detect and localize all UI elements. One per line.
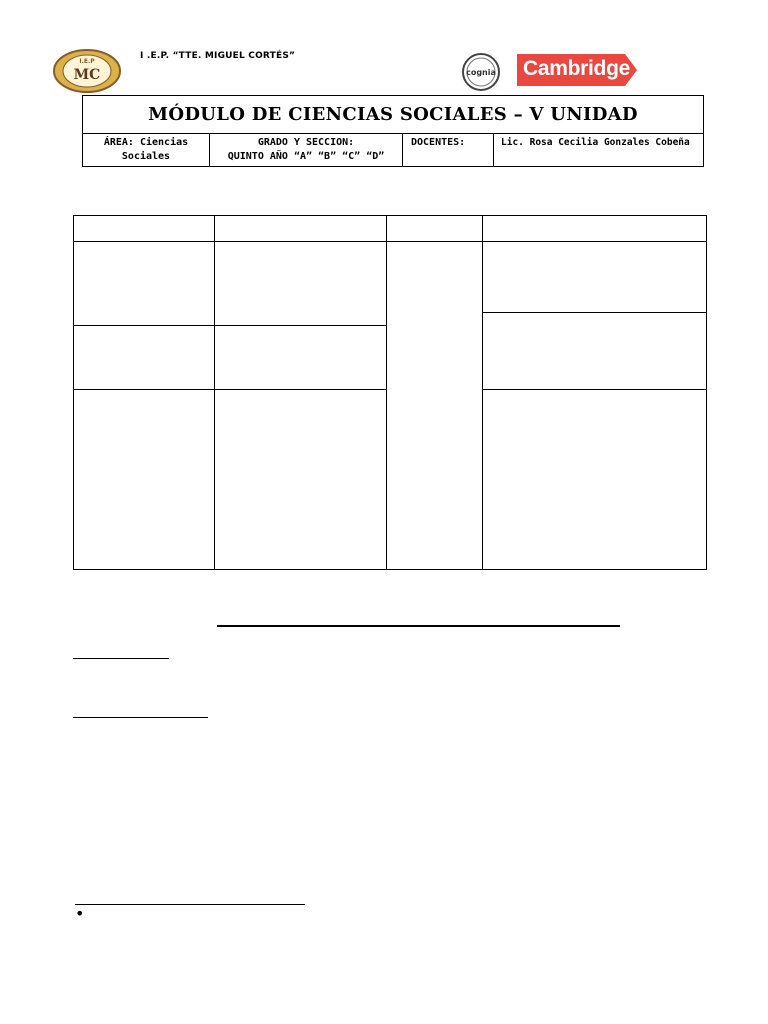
cognia-logo-text: cognia (466, 68, 496, 77)
module-header (82, 95, 704, 167)
area-cell: ÁREA: Ciencias Sociales (83, 134, 210, 166)
school-logo-text: I.E.P (79, 58, 95, 65)
planning-table (73, 215, 707, 570)
table-row-divider-left-2 (73, 389, 387, 390)
cambridge-logo-text: Cambridge (523, 57, 630, 80)
bullet-point: • (75, 904, 85, 923)
table-row-divider-left-1 (73, 325, 387, 326)
subheading-rule-2 (73, 717, 208, 718)
docente-name: Lic. Rosa Cecilia Gonzales Cobeña (501, 137, 690, 148)
school-logo (52, 48, 122, 94)
school-logo-monogram: MC (73, 67, 101, 83)
footnote-rule (75, 904, 305, 905)
subheading-rule-1 (73, 658, 169, 659)
table-col-divider-1 (214, 215, 215, 570)
grado-cell (210, 134, 403, 166)
school-name: I .E.P. “TTE. MIGUEL CORTÉS” (140, 51, 296, 61)
table-border-bottom (73, 569, 707, 570)
table-col-divider-3 (482, 215, 483, 570)
cambridge-logo (517, 54, 637, 86)
table-row-divider-right-2 (482, 389, 707, 390)
cognia-logo (455, 52, 507, 92)
docentes-label: DOCENTES: (403, 134, 494, 166)
table-header-divider (73, 241, 707, 242)
grado-line-2: QUINTO AÑO “A” “B” “C” “D” (227, 151, 385, 162)
grado-line-1: GRADO Y SECCION: (257, 137, 355, 148)
table-border-left (73, 215, 74, 570)
section-title-rule (217, 625, 620, 627)
module-title: MÓDULO DE CIENCIAS SOCIALES – V UNIDAD (83, 96, 703, 134)
table-border-right (706, 215, 707, 570)
table-row-divider-right-1 (482, 312, 707, 313)
table-col-divider-2 (386, 215, 387, 570)
table-border-top (73, 215, 707, 216)
